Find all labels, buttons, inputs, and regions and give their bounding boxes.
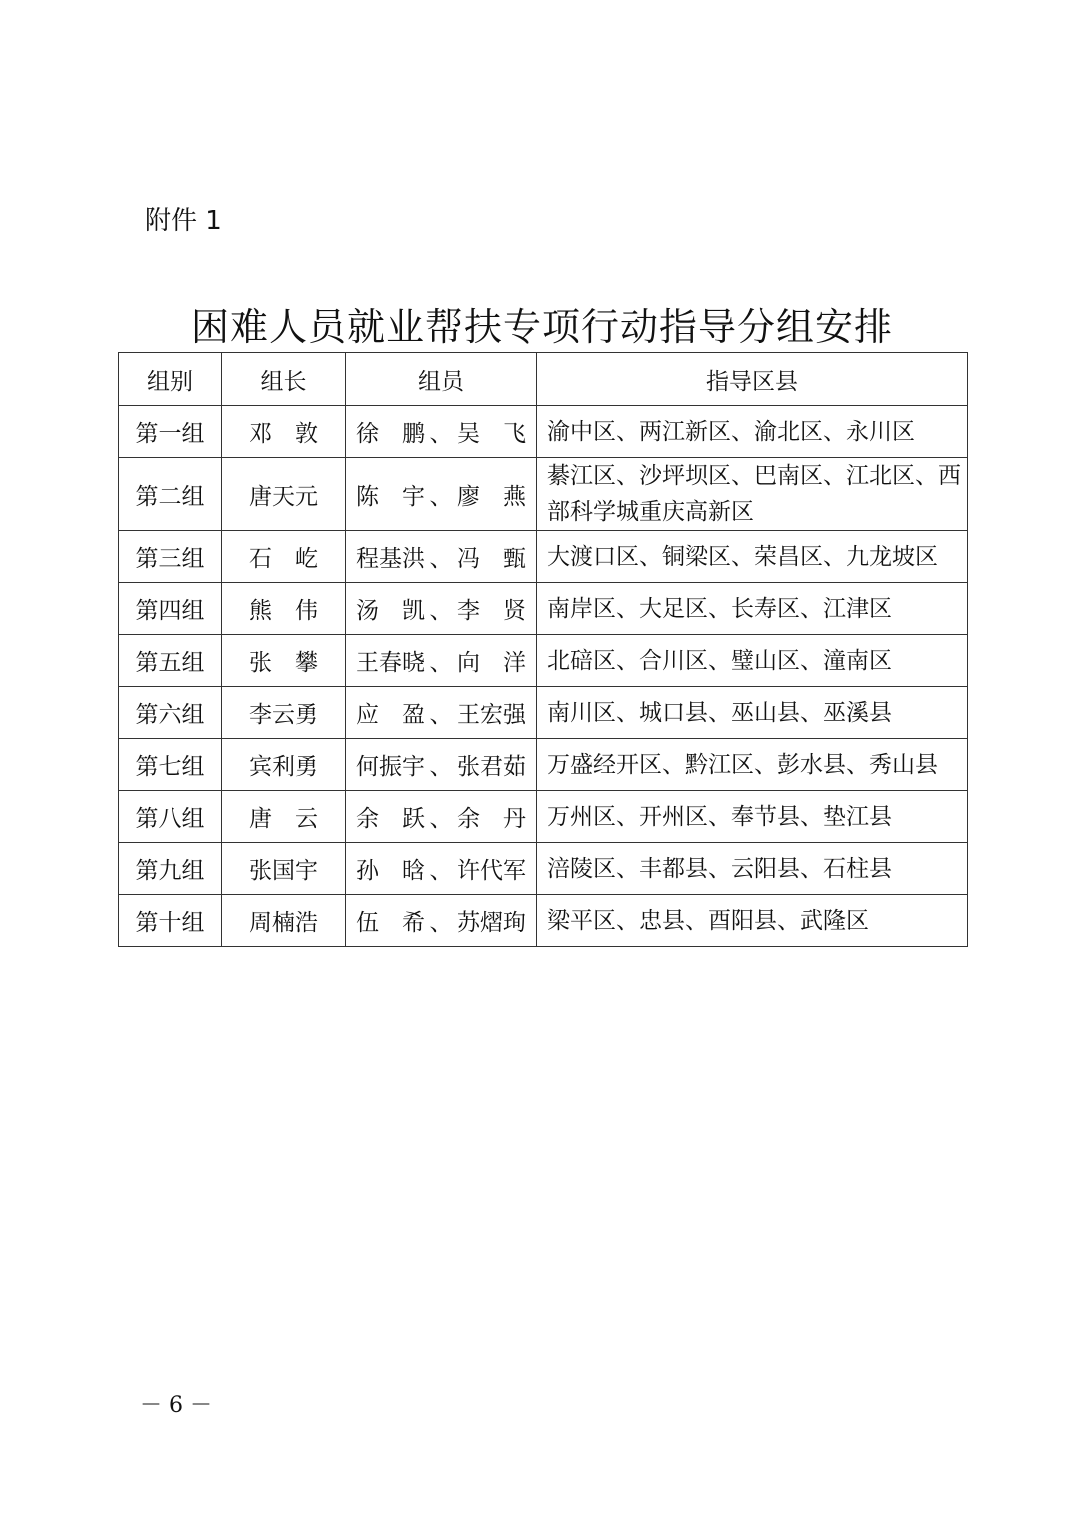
attachment-label: 附件 1 [145, 206, 222, 236]
members-cell [346, 583, 537, 635]
member-separator: 、 [429, 483, 453, 510]
member-2: 苏熠珣 [457, 910, 526, 936]
leader-cell: 李云勇 [222, 687, 346, 739]
group-table [118, 352, 968, 947]
member-separator: 、 [429, 754, 453, 780]
page-number: － 6 － [140, 1393, 212, 1418]
districts-cell: 梁平区、忠县、酉阳县、武隆区 [537, 895, 968, 947]
table-row [119, 531, 968, 583]
member-separator: 、 [429, 858, 453, 884]
member-separator: 、 [429, 910, 453, 936]
member-separator: 、 [429, 421, 453, 447]
members-cell [346, 687, 537, 739]
document-title: 困难人员就业帮扶专项行动指导分组安排 [190, 305, 893, 349]
member-separator: 、 [429, 806, 453, 832]
table-row [119, 843, 968, 895]
member-separator: 、 [429, 650, 453, 676]
members-cell [346, 843, 537, 895]
members-cell [346, 895, 537, 947]
group-cell: 第九组 [119, 843, 222, 895]
group-cell: 第一组 [119, 406, 222, 458]
districts-cell: 南川区、城口县、巫山县、巫溪县 [537, 687, 968, 739]
districts-cell: 大渡口区、铜梁区、荣昌区、九龙坡区 [537, 531, 968, 583]
table-row [119, 458, 968, 531]
member-1: 应 盈 [356, 702, 425, 728]
districts-cell: 万盛经开区、黔江区、彭水县、秀山县 [537, 739, 968, 791]
member-2: 吴 飞 [457, 421, 526, 447]
member-1: 陈 宇 [356, 483, 425, 510]
member-1: 伍 希 [356, 910, 425, 936]
leader-cell: 唐 云 [222, 791, 346, 843]
table-row [119, 635, 968, 687]
member-separator: 、 [429, 598, 453, 624]
member-2: 余 丹 [457, 806, 526, 832]
group-cell: 第十组 [119, 895, 222, 947]
members-cell [346, 458, 537, 531]
table-row [119, 739, 968, 791]
table-header-row [119, 353, 968, 406]
leader-cell: 周楠浩 [222, 895, 346, 947]
leader-cell: 张 攀 [222, 635, 346, 687]
districts-cell: 南岸区、大足区、长寿区、江津区 [537, 583, 968, 635]
leader-cell: 宾利勇 [222, 739, 346, 791]
member-separator: 、 [429, 546, 453, 572]
table-row [119, 406, 968, 458]
header-group: 组别 [119, 353, 222, 406]
leader-cell: 石 屹 [222, 531, 346, 583]
header-leader: 组长 [222, 353, 346, 406]
member-2: 冯 甄 [457, 546, 526, 572]
header-members: 组员 [346, 353, 537, 406]
leader-cell: 唐天元 [222, 458, 346, 531]
members-cell [346, 635, 537, 687]
districts-cell: 万州区、开州区、奉节县、垫江县 [537, 791, 968, 843]
districts-cell: 綦江区、沙坪坝区、巴南区、江北区、西部科学城重庆高新区 [537, 458, 968, 531]
member-1: 何振宇 [356, 754, 425, 780]
member-separator: 、 [429, 702, 453, 728]
member-1: 王春晓 [356, 650, 425, 676]
member-1: 汤 凯 [356, 598, 425, 624]
table-row [119, 791, 968, 843]
districts-cell: 渝中区、两江新区、渝北区、永川区 [537, 406, 968, 458]
group-cell: 第二组 [119, 458, 222, 531]
leader-cell: 张国宇 [222, 843, 346, 895]
group-cell: 第七组 [119, 739, 222, 791]
member-2: 李 贤 [457, 598, 526, 624]
header-districts: 指导区县 [537, 353, 968, 406]
group-cell: 第五组 [119, 635, 222, 687]
members-cell [346, 406, 537, 458]
table-row [119, 687, 968, 739]
group-cell: 第六组 [119, 687, 222, 739]
member-2: 许代军 [457, 858, 526, 884]
member-1: 孙 晗 [356, 858, 425, 884]
members-cell [346, 531, 537, 583]
member-1: 余 跃 [356, 806, 425, 832]
member-1: 程基洪 [356, 546, 425, 572]
leader-cell: 熊 伟 [222, 583, 346, 635]
table-row [119, 895, 968, 947]
table-row [119, 583, 968, 635]
members-cell [346, 791, 537, 843]
member-2: 王宏强 [457, 702, 526, 728]
members-cell [346, 739, 537, 791]
group-cell: 第八组 [119, 791, 222, 843]
group-cell: 第三组 [119, 531, 222, 583]
member-2: 向 洋 [457, 650, 526, 676]
leader-cell: 邓 敦 [222, 406, 346, 458]
member-2: 张君茹 [457, 754, 526, 780]
member-1: 徐 鹏 [356, 421, 425, 447]
member-2: 廖 燕 [457, 483, 526, 510]
districts-cell: 北碚区、合川区、璧山区、潼南区 [537, 635, 968, 687]
districts-cell: 涪陵区、丰都县、云阳县、石柱县 [537, 843, 968, 895]
group-cell: 第四组 [119, 583, 222, 635]
